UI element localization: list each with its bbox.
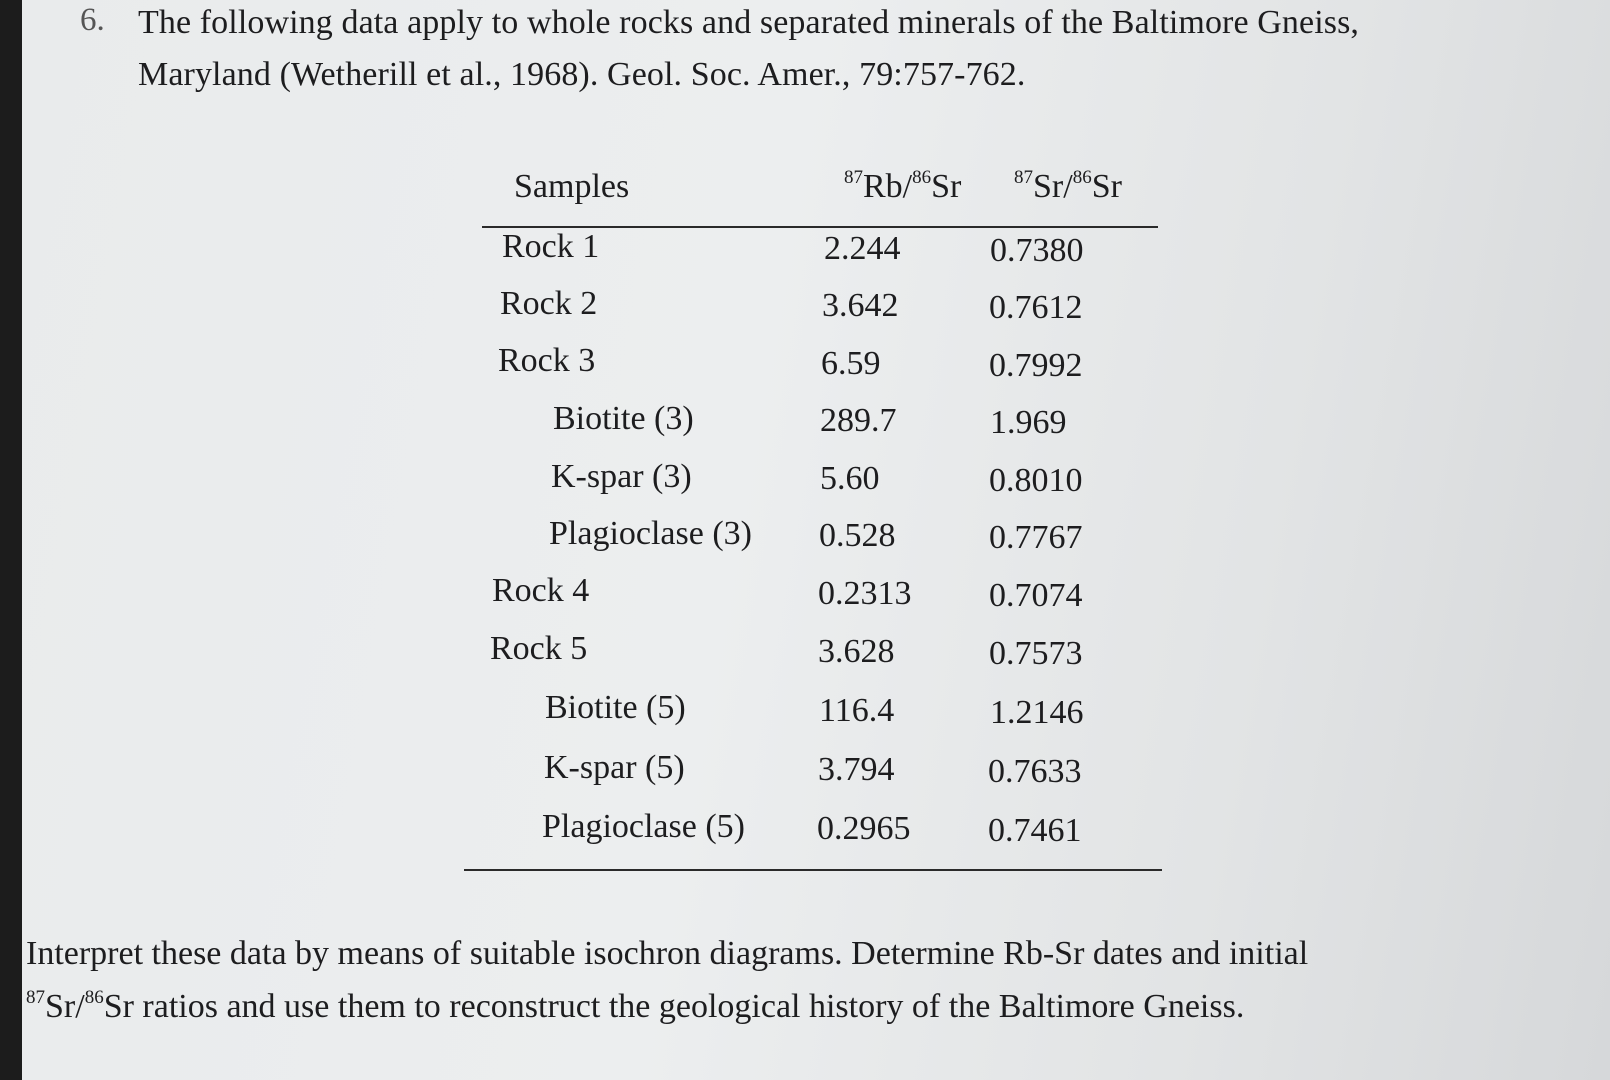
header-samples: Samples [514,168,630,205]
header-sr-symbol: Sr/ [1033,168,1073,205]
row-rb-sr: 289.7 [820,402,897,439]
row-sr-sr: 0.8010 [989,462,1083,499]
row-sample: Plagioclase (5) [542,808,745,845]
row-rb-sr: 0.528 [819,517,896,554]
row-rb-sr: 116.4 [819,692,895,729]
question-text-line-2: Maryland (Wetherill et al., 1968). Geol. Soc. Amer., 79:757-762. [138,56,1026,93]
header-sr-symbol-2: Sr [1091,168,1122,205]
header-sr-sr-ratio [1014,168,1122,206]
row-sr-sr: 0.7612 [989,289,1083,326]
row-sample: Rock 2 [500,285,598,322]
row-rb-sr: 3.642 [822,287,899,324]
table-bottom-rule [464,869,1162,871]
header-rb-symbol: Rb/ [863,168,913,205]
header-rb-mass-2: 86 [912,167,932,188]
instruction-line-1: Interpret these data by means of suitable isochron diagrams. Determine Rb-Sr dates and initial [26,935,1309,972]
row-sample: K-spar (5) [544,749,685,786]
row-sr-sr: 1.969 [990,404,1067,441]
header-rb-mass: 87 [844,167,863,188]
row-sr-sr: 0.7074 [989,577,1083,614]
row-sr-sr: 0.7380 [990,232,1084,269]
row-rb-sr: 0.2313 [818,575,912,612]
row-sr-sr: 0.7767 [989,519,1083,556]
row-sr-sr: 0.7573 [989,635,1083,672]
row-sr-sr: 0.7992 [989,347,1083,384]
instruction-line-2 [26,988,1244,1026]
row-sr-sr: 0.7633 [988,753,1082,790]
header-sr-mass: 87 [1014,167,1033,188]
row-sample: Rock 1 [502,228,600,265]
row-sample: Rock 3 [498,342,596,379]
row-rb-sr: 2.244 [824,230,901,267]
row-sr-sr: 0.7461 [988,812,1082,849]
row-rb-sr: 3.794 [818,751,895,788]
row-rb-sr: 3.628 [818,633,895,670]
question-text-line-1: The following data apply to whole rocks and separated minerals of the Baltimore Gneiss, [138,4,1360,41]
row-rb-sr: 5.60 [820,460,880,497]
row-sample: Biotite (3) [553,400,694,437]
instruction-line-2-text: Sr ratios and use them to reconstruct the geological history of the Baltimore Gneiss. [103,988,1245,1025]
instruction-sr-mass: 87 [26,987,45,1008]
row-sr-sr: 1.2146 [990,694,1084,731]
question-number: 6. [80,2,105,38]
isotope-data-table [462,168,1182,888]
header-sr-mass-2: 86 [1072,167,1092,188]
document-page [22,0,1610,1080]
row-sample: Rock 5 [490,630,588,667]
row-sample: K-spar (3) [551,458,692,495]
row-sample: Biotite (5) [545,689,686,726]
row-rb-sr: 0.2965 [817,810,911,847]
instruction-sr-mass-2: 86 [84,987,104,1008]
header-rb-sr-ratio [844,168,961,206]
instruction-sr-symbol: Sr/ [45,988,85,1025]
row-rb-sr: 6.59 [821,345,881,382]
header-rb-symbol-2: Sr [931,168,962,205]
row-sample: Rock 4 [492,572,590,609]
row-sample: Plagioclase (3) [549,515,752,552]
